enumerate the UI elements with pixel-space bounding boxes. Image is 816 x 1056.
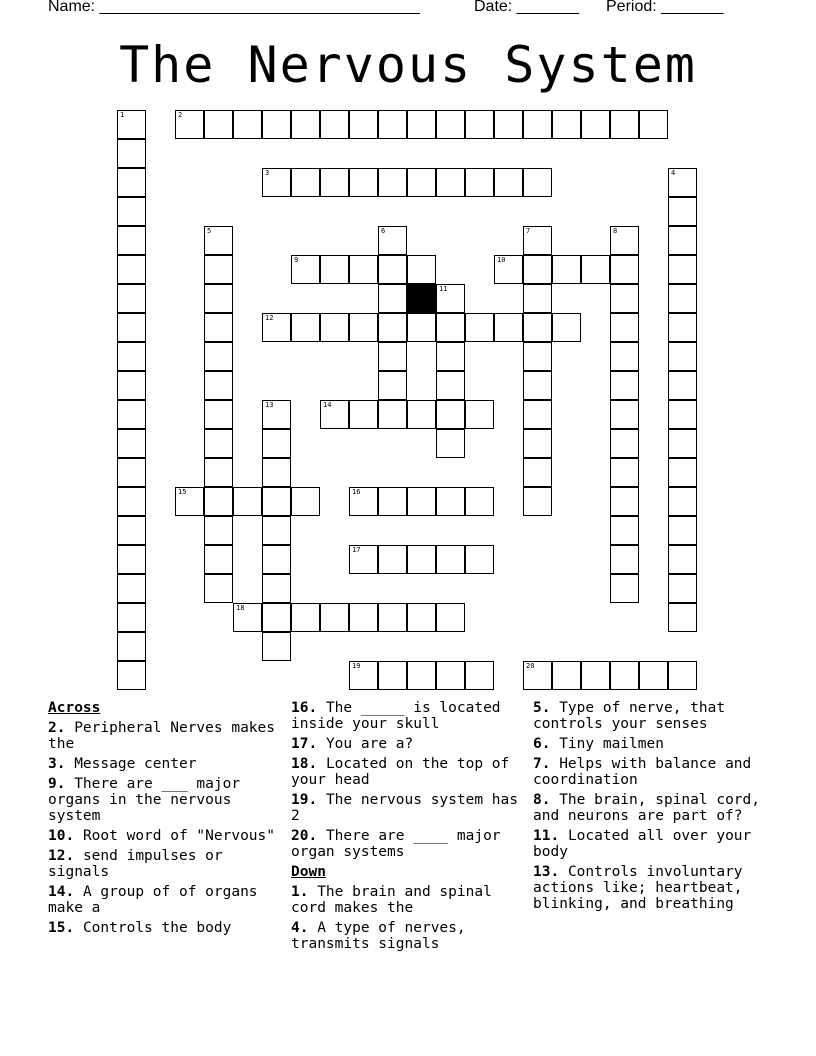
answer-square[interactable]	[262, 313, 291, 342]
down-clue	[533, 792, 773, 824]
clue-number: 5	[207, 227, 212, 235]
answer-square[interactable]	[204, 400, 233, 429]
answer-square[interactable]	[494, 255, 523, 284]
answer-square[interactable]	[436, 487, 465, 516]
answer-square[interactable]	[523, 168, 552, 197]
answer-square[interactable]	[204, 545, 233, 574]
clue-number: 11	[439, 285, 448, 293]
clue-number: 7	[526, 227, 531, 235]
answer-square[interactable]	[668, 545, 697, 574]
clue-label: 20.	[291, 828, 318, 844]
answer-square[interactable]	[407, 545, 436, 574]
period-field[interactable]: Period: _______	[606, 0, 724, 15]
answer-square[interactable]	[378, 226, 407, 255]
answer-square[interactable]	[465, 313, 494, 342]
answer-square[interactable]	[320, 110, 349, 139]
answer-square[interactable]	[407, 255, 436, 284]
clue-text: Located on the top of your head	[291, 756, 510, 788]
answer-square[interactable]	[610, 516, 639, 545]
across-clue	[291, 736, 531, 752]
answer-square[interactable]	[117, 226, 146, 255]
answer-square[interactable]	[523, 429, 552, 458]
clue-label: 19.	[291, 792, 318, 808]
answer-square[interactable]	[668, 458, 697, 487]
answer-square[interactable]	[349, 255, 378, 284]
down-clue	[533, 700, 773, 732]
clue-label: 9.	[48, 776, 66, 792]
answer-square[interactable]	[610, 313, 639, 342]
answer-square[interactable]	[581, 255, 610, 284]
answer-square[interactable]	[262, 429, 291, 458]
page-title: The Nervous System	[119, 36, 697, 94]
answer-square[interactable]	[204, 574, 233, 603]
answer-square[interactable]	[668, 661, 697, 690]
down-heading: Down	[291, 864, 326, 880]
answer-square[interactable]	[668, 574, 697, 603]
clue-label: 18.	[291, 756, 318, 772]
answer-square[interactable]	[581, 110, 610, 139]
answer-square[interactable]	[117, 313, 146, 342]
answer-square[interactable]	[610, 255, 639, 284]
answer-square[interactable]	[378, 342, 407, 371]
answer-square[interactable]	[465, 487, 494, 516]
answer-square[interactable]	[349, 313, 378, 342]
answer-square[interactable]	[117, 284, 146, 313]
answer-square[interactable]	[668, 168, 697, 197]
answer-square[interactable]	[204, 487, 233, 516]
clue-text: Message center	[74, 756, 197, 772]
answer-square[interactable]	[639, 110, 668, 139]
clue-label: 2.	[48, 720, 66, 736]
answer-square[interactable]	[378, 255, 407, 284]
answer-square[interactable]	[262, 516, 291, 545]
answer-square[interactable]	[668, 197, 697, 226]
clue-label: 4.	[291, 920, 309, 936]
answer-square[interactable]	[378, 284, 407, 313]
clue-label: 14.	[48, 884, 75, 900]
answer-square[interactable]	[117, 545, 146, 574]
answer-square[interactable]	[291, 487, 320, 516]
answer-square[interactable]	[175, 110, 204, 139]
answer-square[interactable]	[291, 603, 320, 632]
answer-square[interactable]	[668, 516, 697, 545]
answer-square[interactable]	[668, 429, 697, 458]
answer-square[interactable]	[407, 400, 436, 429]
clue-number: 12	[265, 314, 274, 322]
across-clue	[291, 756, 531, 788]
down-clue	[291, 920, 531, 952]
clue-text: Located all over your body	[533, 828, 752, 860]
clue-label: 1.	[291, 884, 309, 900]
clue-text: Tiny mailmen	[559, 736, 664, 752]
clue-text: Type of nerve, that controls your senses	[533, 700, 726, 732]
clue-label: 15.	[48, 920, 75, 936]
answer-square[interactable]	[436, 429, 465, 458]
answer-square[interactable]	[291, 110, 320, 139]
answer-square[interactable]	[610, 458, 639, 487]
clue-text: Helps with balance and coordination	[533, 756, 752, 788]
answer-square[interactable]	[204, 429, 233, 458]
across-clue	[48, 776, 288, 824]
shaded-square	[407, 284, 436, 313]
clue-text: The _____ is located inside your skull	[291, 700, 501, 732]
clue-text: A group of of organs make a	[48, 884, 258, 916]
answer-square[interactable]	[523, 110, 552, 139]
clue-label: 13.	[533, 864, 560, 880]
clue-number: 1	[120, 111, 125, 119]
across-heading: Across	[48, 700, 101, 716]
answer-square[interactable]	[523, 487, 552, 516]
clue-number: 9	[294, 256, 299, 264]
answer-square[interactable]	[610, 661, 639, 690]
answer-square[interactable]	[117, 603, 146, 632]
answer-square[interactable]	[204, 313, 233, 342]
answer-square[interactable]	[552, 110, 581, 139]
answer-square[interactable]	[262, 574, 291, 603]
answer-square[interactable]	[204, 458, 233, 487]
answer-square[interactable]	[668, 371, 697, 400]
answer-square[interactable]	[523, 458, 552, 487]
clue-label: 16.	[291, 700, 318, 716]
answer-square[interactable]	[291, 255, 320, 284]
answer-square[interactable]	[407, 168, 436, 197]
answer-square[interactable]	[262, 545, 291, 574]
answer-square[interactable]	[436, 342, 465, 371]
answer-square[interactable]	[117, 371, 146, 400]
clue-text: You are a?	[325, 736, 414, 752]
answer-square[interactable]	[639, 661, 668, 690]
clue-text: A type of nerves, transmits signals	[291, 920, 466, 952]
answer-square[interactable]	[117, 110, 146, 139]
answer-square[interactable]	[204, 371, 233, 400]
answer-square[interactable]	[204, 342, 233, 371]
answer-square[interactable]	[117, 661, 146, 690]
answer-square[interactable]	[204, 255, 233, 284]
answer-square[interactable]	[349, 545, 378, 574]
clue-label: 5.	[533, 700, 551, 716]
answer-square[interactable]	[233, 110, 262, 139]
answer-square[interactable]	[262, 168, 291, 197]
answer-square[interactable]	[204, 110, 233, 139]
answer-square[interactable]	[465, 168, 494, 197]
down-clue	[533, 828, 773, 860]
answer-square[interactable]	[523, 400, 552, 429]
answer-square[interactable]	[262, 603, 291, 632]
answer-square[interactable]	[378, 603, 407, 632]
answer-square[interactable]	[204, 284, 233, 313]
answer-square[interactable]	[378, 371, 407, 400]
answer-square[interactable]	[610, 226, 639, 255]
answer-square[interactable]	[523, 255, 552, 284]
answer-square[interactable]	[320, 603, 349, 632]
down-clue	[533, 756, 773, 788]
clue-text: The nervous system has 2	[291, 792, 518, 824]
answer-square[interactable]	[494, 168, 523, 197]
answer-square[interactable]	[523, 313, 552, 342]
clue-label: 8.	[533, 792, 551, 808]
clue-label: 10.	[48, 828, 75, 844]
answer-square[interactable]	[117, 487, 146, 516]
clue-text: The brain and spinal cord makes the	[291, 884, 492, 916]
answer-square[interactable]	[610, 487, 639, 516]
answer-square[interactable]	[668, 255, 697, 284]
clue-number: 15	[178, 488, 187, 496]
clue-number: 20	[526, 662, 535, 670]
answer-square[interactable]	[117, 139, 146, 168]
answer-square[interactable]	[349, 168, 378, 197]
clue-text: Controls involuntary actions like; heartbeat, blinking, and breathing	[533, 864, 743, 912]
answer-square[interactable]	[610, 371, 639, 400]
clue-label: 6.	[533, 736, 551, 752]
answer-square[interactable]	[668, 400, 697, 429]
clue-text: There are ___ major organs in the nervous system	[48, 776, 241, 824]
answer-square[interactable]	[349, 400, 378, 429]
clue-number: 10	[497, 256, 506, 264]
across-clue	[291, 828, 531, 860]
answer-square[interactable]	[262, 110, 291, 139]
answer-square[interactable]	[117, 255, 146, 284]
answer-square[interactable]	[523, 342, 552, 371]
clue-number: 2	[178, 111, 183, 119]
name-field[interactable]: Name: ____________________________________	[48, 0, 420, 15]
answer-square[interactable]	[349, 603, 378, 632]
clue-label: 17.	[291, 736, 318, 752]
answer-square[interactable]	[436, 313, 465, 342]
answer-square[interactable]	[378, 545, 407, 574]
clue-label: 3.	[48, 756, 66, 772]
clue-number: 18	[236, 604, 245, 612]
across-clue	[48, 848, 288, 880]
clue-label: 11.	[533, 828, 560, 844]
answer-square[interactable]	[552, 313, 581, 342]
date-field[interactable]: Date: _______	[474, 0, 579, 15]
answer-square[interactable]	[117, 168, 146, 197]
answer-square[interactable]	[668, 603, 697, 632]
answer-square[interactable]	[610, 429, 639, 458]
answer-square[interactable]	[320, 400, 349, 429]
answer-square[interactable]	[378, 313, 407, 342]
answer-square[interactable]	[349, 487, 378, 516]
clue-number: 16	[352, 488, 361, 496]
clue-number: 17	[352, 546, 361, 554]
answer-square[interactable]	[552, 255, 581, 284]
answer-square[interactable]	[610, 110, 639, 139]
answer-square[interactable]	[117, 342, 146, 371]
answer-square[interactable]	[668, 313, 697, 342]
answer-square[interactable]	[494, 313, 523, 342]
answer-square[interactable]	[436, 284, 465, 313]
clue-label: 7.	[533, 756, 551, 772]
answer-square[interactable]	[610, 342, 639, 371]
answer-square[interactable]	[117, 458, 146, 487]
clue-text: The brain, spinal cord, and neurons are part of?	[533, 792, 760, 824]
answer-square[interactable]	[117, 197, 146, 226]
answer-square[interactable]	[320, 255, 349, 284]
answer-square[interactable]	[262, 632, 291, 661]
clue-number: 13	[265, 401, 274, 409]
answer-square[interactable]	[668, 284, 697, 313]
answer-square[interactable]	[465, 545, 494, 574]
clue-number: 19	[352, 662, 361, 670]
answer-square[interactable]	[320, 313, 349, 342]
clues-column-3	[533, 700, 773, 916]
answer-square[interactable]	[407, 313, 436, 342]
answer-square[interactable]	[262, 458, 291, 487]
clue-label: 12.	[48, 848, 75, 864]
answer-square[interactable]	[436, 371, 465, 400]
answer-square[interactable]	[262, 487, 291, 516]
across-clue	[48, 756, 288, 772]
answer-square[interactable]	[233, 487, 262, 516]
answer-square[interactable]	[262, 400, 291, 429]
answer-square[interactable]	[378, 487, 407, 516]
answer-square[interactable]	[407, 661, 436, 690]
answer-square[interactable]	[175, 487, 204, 516]
clues-column-1	[48, 700, 288, 940]
answer-square[interactable]	[436, 603, 465, 632]
clues-column-2	[291, 700, 531, 956]
answer-square[interactable]	[523, 371, 552, 400]
answer-square[interactable]	[117, 429, 146, 458]
answer-square[interactable]	[668, 342, 697, 371]
clue-text: Root word of "Nervous"	[82, 828, 275, 844]
answer-square[interactable]	[204, 516, 233, 545]
answer-square[interactable]	[581, 661, 610, 690]
answer-square[interactable]	[117, 516, 146, 545]
across-clue	[291, 700, 531, 732]
answer-square[interactable]	[523, 661, 552, 690]
clue-number: 8	[613, 227, 618, 235]
answer-square[interactable]	[494, 110, 523, 139]
across-clue	[48, 720, 288, 752]
answer-square[interactable]	[378, 168, 407, 197]
answer-square[interactable]	[291, 313, 320, 342]
answer-square[interactable]	[436, 400, 465, 429]
answer-square[interactable]	[117, 574, 146, 603]
across-clue	[48, 828, 288, 844]
across-clue	[48, 884, 288, 916]
answer-square[interactable]	[291, 168, 320, 197]
answer-square[interactable]	[668, 226, 697, 255]
answer-square[interactable]	[610, 545, 639, 574]
answer-square[interactable]	[349, 661, 378, 690]
answer-square[interactable]	[465, 110, 494, 139]
answer-square[interactable]	[668, 487, 697, 516]
clue-text: There are ____ major organ systems	[291, 828, 501, 860]
answer-square[interactable]	[465, 400, 494, 429]
answer-square[interactable]	[320, 168, 349, 197]
answer-square[interactable]	[436, 545, 465, 574]
clue-number: 3	[265, 169, 270, 177]
down-clue	[533, 736, 773, 752]
clue-text: Peripheral Nerves makes the	[48, 720, 275, 752]
across-clue	[291, 792, 531, 824]
answer-square[interactable]	[523, 284, 552, 313]
clue-text: send impulses or signals	[48, 848, 223, 880]
answer-square[interactable]	[552, 661, 581, 690]
clue-number: 6	[381, 227, 386, 235]
clue-number: 14	[323, 401, 332, 409]
answer-square[interactable]	[610, 400, 639, 429]
down-clue	[533, 864, 773, 912]
clue-text: Controls the body	[82, 920, 232, 936]
answer-square[interactable]	[378, 110, 407, 139]
answer-square[interactable]	[349, 110, 378, 139]
answer-square[interactable]	[610, 284, 639, 313]
answer-square[interactable]	[436, 110, 465, 139]
answer-square[interactable]	[610, 574, 639, 603]
answer-square[interactable]	[378, 400, 407, 429]
answer-square[interactable]	[407, 110, 436, 139]
answer-square[interactable]	[523, 226, 552, 255]
answer-square[interactable]	[465, 661, 494, 690]
answer-square[interactable]	[117, 632, 146, 661]
answer-square[interactable]	[407, 487, 436, 516]
answer-square[interactable]	[436, 168, 465, 197]
answer-square[interactable]	[117, 400, 146, 429]
answer-square[interactable]	[436, 661, 465, 690]
answer-square[interactable]	[204, 226, 233, 255]
answer-square[interactable]	[407, 603, 436, 632]
clue-number: 4	[671, 169, 676, 177]
answer-square[interactable]	[233, 603, 262, 632]
across-clue	[48, 920, 288, 936]
down-clue	[291, 884, 531, 916]
answer-square[interactable]	[378, 661, 407, 690]
